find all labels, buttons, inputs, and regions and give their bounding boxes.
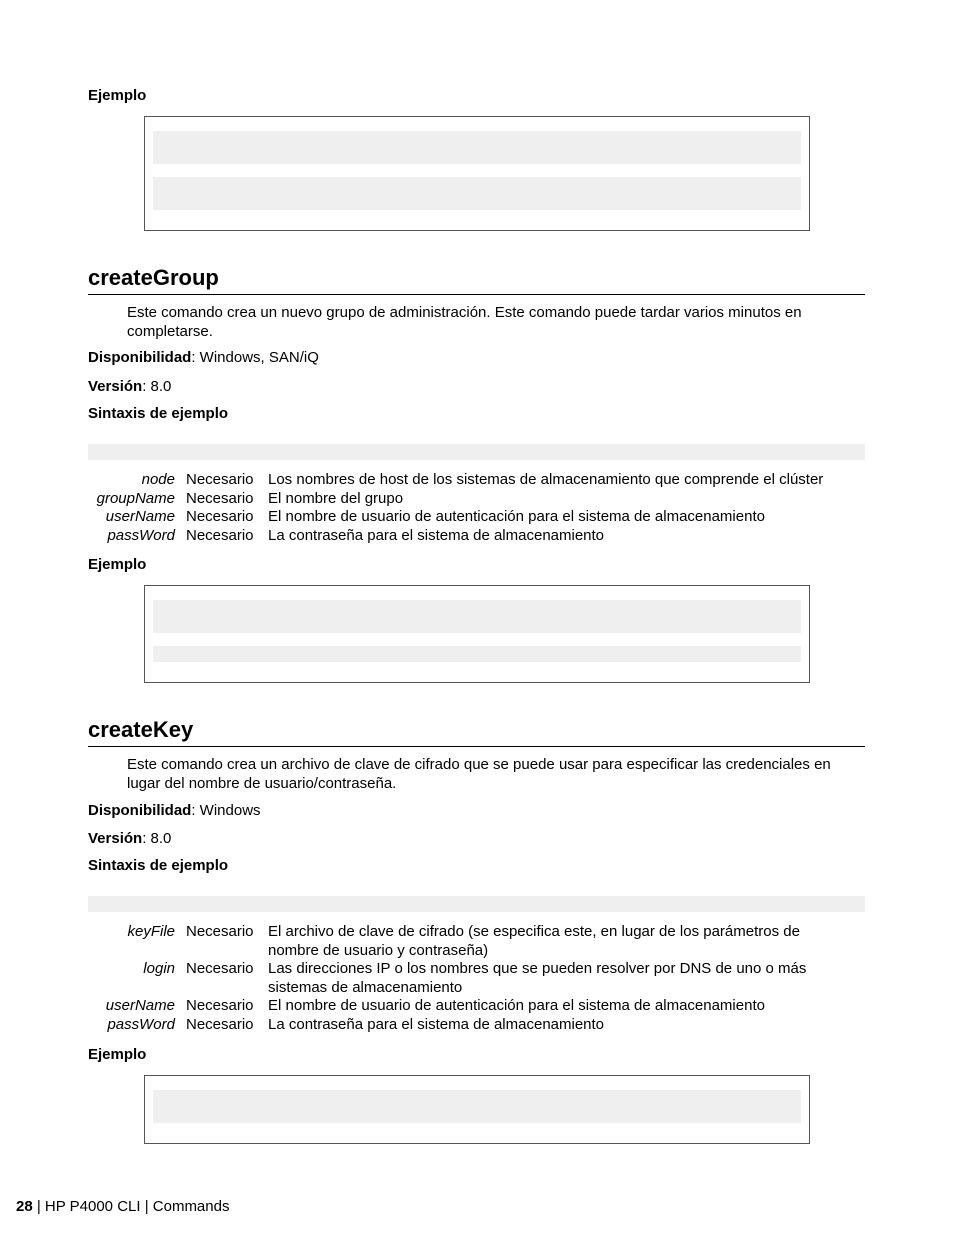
param-desc: La contraseña para el sistema de almacenamiento bbox=[268, 1015, 605, 1033]
param-req: Necesario bbox=[186, 508, 254, 525]
availability-value: : Windows bbox=[191, 802, 261, 819]
param-desc: Los nombres de host de los sistemas de almacenamiento que comprende el clúster bbox=[268, 471, 824, 488]
createkey-example-code-box bbox=[144, 1075, 810, 1144]
code-line bbox=[153, 600, 801, 633]
availability-value: : Windows, SAN/iQ bbox=[191, 349, 319, 366]
param-desc: El nombre de usuario de autenticación para el sistema de almacenamiento bbox=[268, 997, 765, 1014]
creategroup-example-label: Ejemplo bbox=[88, 556, 147, 573]
page-footer bbox=[16, 1198, 229, 1215]
code-line bbox=[153, 177, 801, 210]
creategroup-availability bbox=[88, 348, 319, 367]
code-line bbox=[153, 131, 801, 164]
param-row bbox=[88, 508, 828, 527]
param-name: passWord bbox=[107, 526, 175, 544]
creategroup-params bbox=[88, 471, 828, 545]
availability-label: Disponibilidad bbox=[88, 349, 192, 366]
createkey-description: Este comando crea un archivo de clave de cifrado que se puede usar para especificar las credenciales en lugar del nombre de usuario/contraseña. bbox=[127, 756, 831, 792]
param-req: Necesario bbox=[186, 923, 254, 940]
creategroup-rule bbox=[88, 294, 865, 295]
param-name: login bbox=[143, 960, 175, 977]
param-row bbox=[88, 960, 828, 997]
param-desc: La contraseña para el sistema de almacenamiento bbox=[268, 526, 605, 544]
creategroup-description: Este comando crea un nuevo grupo de administración. Este comando puede tardar varios minutos en completarse. bbox=[127, 304, 802, 340]
param-desc: Las direcciones IP o los nombres que se pueden resolver por DNS de uno o más sistemas de almacenamiento bbox=[268, 960, 807, 996]
createkey-availability bbox=[88, 801, 261, 820]
createkey-syntax-code bbox=[88, 896, 865, 912]
code-line bbox=[153, 1090, 801, 1123]
createkey-params bbox=[88, 923, 828, 1034]
param-row bbox=[88, 471, 828, 490]
version-value: : 8.0 bbox=[142, 830, 172, 847]
param-name: keyFile bbox=[127, 923, 175, 940]
param-row bbox=[88, 997, 828, 1016]
version-label: Versión bbox=[88, 378, 143, 395]
version-label: Versión bbox=[88, 830, 143, 847]
param-name: groupName bbox=[96, 489, 175, 507]
param-name: userName bbox=[105, 997, 175, 1014]
param-row bbox=[88, 1016, 828, 1035]
availability-label: Disponibilidad bbox=[88, 802, 192, 819]
createkey-version bbox=[88, 829, 171, 848]
param-name: node bbox=[141, 471, 175, 488]
param-desc: El nombre de usuario de autenticación para el sistema de almacenamiento bbox=[268, 508, 765, 525]
createkey-title: createKey bbox=[88, 717, 194, 742]
param-row bbox=[88, 923, 828, 960]
param-req: Necesario bbox=[186, 489, 254, 507]
page-number: 28 bbox=[16, 1198, 33, 1215]
param-req: Necesario bbox=[186, 997, 254, 1014]
param-desc: El nombre del grupo bbox=[268, 489, 404, 507]
top-example-label: Ejemplo bbox=[88, 87, 147, 104]
createkey-example-label: Ejemplo bbox=[88, 1046, 147, 1063]
param-name: passWord bbox=[107, 1015, 175, 1033]
param-row bbox=[88, 527, 828, 546]
param-req: Necesario bbox=[186, 960, 254, 977]
creategroup-syntax-label: Sintaxis de ejemplo bbox=[88, 405, 229, 422]
param-req: Necesario bbox=[186, 1015, 254, 1033]
creategroup-version bbox=[88, 377, 171, 396]
param-req: Necesario bbox=[186, 526, 254, 544]
creategroup-example-code-box bbox=[144, 585, 810, 683]
code-line bbox=[153, 646, 801, 662]
version-value: : 8.0 bbox=[142, 378, 172, 395]
footer-text: | HP P4000 CLI | Commands bbox=[32, 1198, 230, 1215]
createkey-rule bbox=[88, 746, 865, 747]
param-row bbox=[88, 490, 828, 509]
param-req: Necesario bbox=[186, 471, 254, 488]
createkey-syntax-label: Sintaxis de ejemplo bbox=[88, 857, 229, 874]
param-desc: El archivo de clave de cifrado (se especifica este, en lugar de los parámetros de nombre de usuario y contraseña) bbox=[268, 923, 800, 959]
param-name: userName bbox=[105, 508, 175, 525]
creategroup-title: createGroup bbox=[88, 265, 219, 290]
creategroup-syntax-code bbox=[88, 444, 865, 460]
top-example-code-box bbox=[144, 116, 810, 231]
